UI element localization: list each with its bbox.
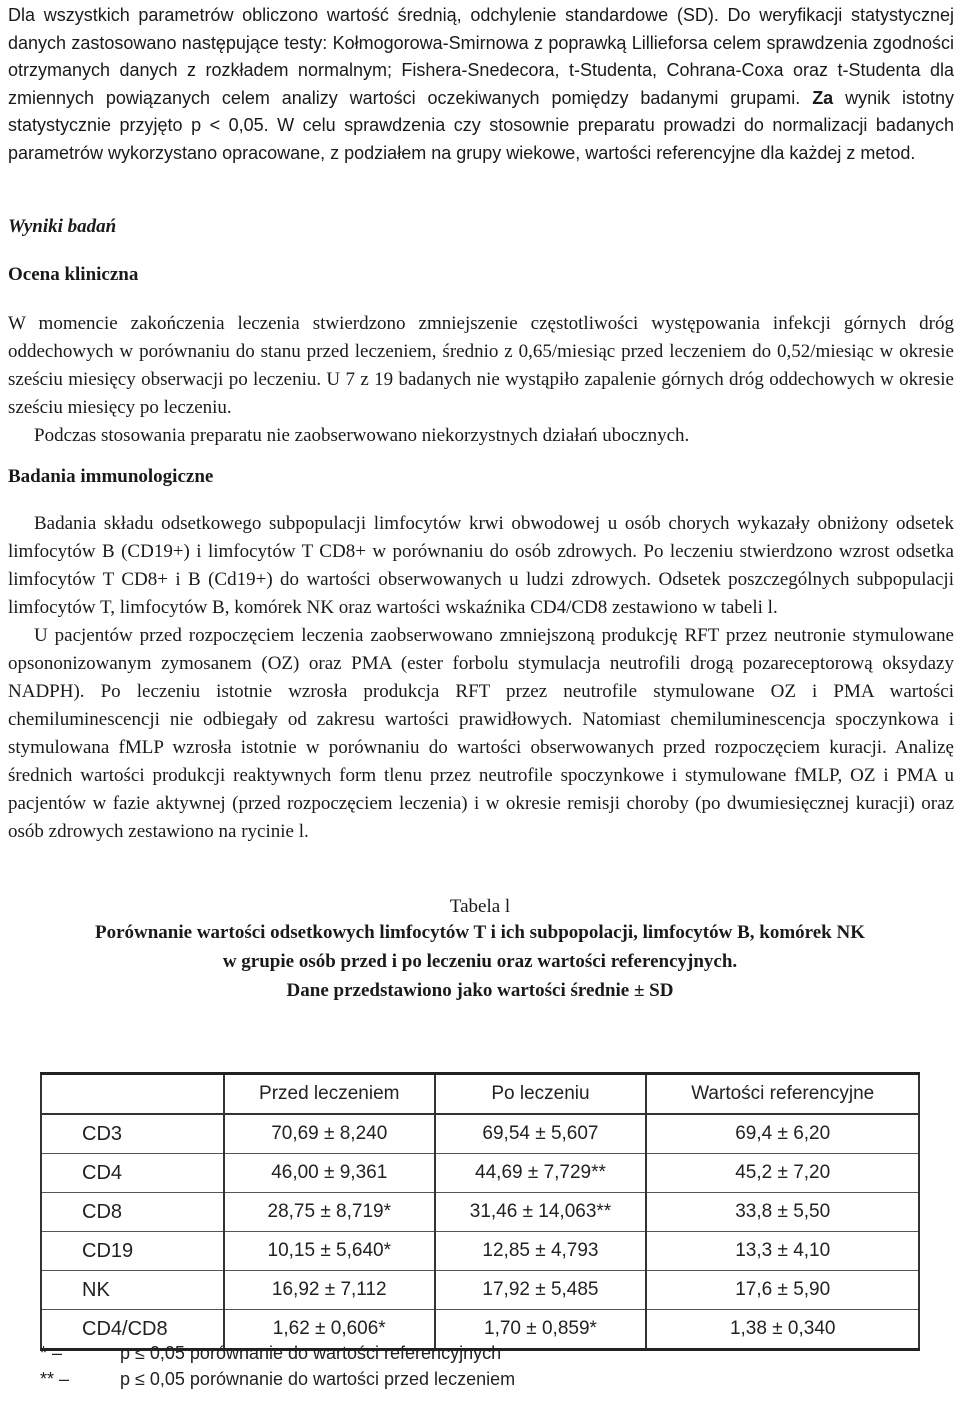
heading-immuno: Badania immunologiczne	[8, 466, 214, 487]
row-label: CD4	[41, 1154, 224, 1193]
table-cell: 1,70 ± 0,859*	[435, 1310, 647, 1350]
header-cell: Przed leczeniem	[224, 1074, 435, 1115]
clinical-paragraph-2: Podczas stosowania preparatu nie zaobserwowano niekorzystnych działań ubocznych.	[34, 425, 690, 446]
row-label: CD3	[41, 1114, 224, 1154]
table-row	[41, 1114, 919, 1154]
table-cell: 13,3 ± 4,10	[646, 1232, 919, 1271]
clinical-section	[8, 310, 954, 450]
table-cell: 33,8 ± 5,50	[646, 1193, 919, 1232]
table-cell: 28,75 ± 8,719*	[224, 1193, 435, 1232]
table-footnotes	[40, 1340, 515, 1392]
header-cell: Po leczeniu	[435, 1074, 647, 1115]
table-cell: 70,69 ± 8,240	[224, 1114, 435, 1154]
footnote	[40, 1340, 515, 1366]
table-cell: 31,46 ± 14,063**	[435, 1193, 647, 1232]
table-title-line-2: w grupie osób przed i po leczeniu oraz wartości referencyjnych.	[222, 951, 738, 972]
data-table	[40, 1072, 920, 1351]
lymphocyte-table	[40, 1072, 920, 1351]
table-header-row	[41, 1074, 919, 1115]
table-cell: 17,92 ± 5,485	[435, 1271, 647, 1310]
table-cell: 1,38 ± 0,340	[646, 1310, 919, 1350]
row-label: NK	[41, 1271, 224, 1310]
methods-za: Za	[812, 87, 834, 108]
footnote-mark: ** –	[40, 1369, 70, 1389]
table-cell: 44,69 ± 7,729**	[435, 1154, 647, 1193]
header-cell	[41, 1074, 224, 1115]
table-caption	[0, 896, 960, 1005]
table-cell: 17,6 ± 5,90	[646, 1271, 919, 1310]
immuno-paragraph-1: Badania składu odsetkowego subpopulacji limfocytów krwi obwodowej u osób chorych wykazały obniżony odsetek limfocytów B (CD19+) i limfocytów T CD8+ w porównaniu do osób zdrowych. Po leczeniu stwierdzono wzrost odsetka limfocytów T CD8+ i B (Cd19+) do wartości obserwowanych u ludzi zdrowych. Odsetek poszczególnych subpopulacji limfocytów T, limfocytów B, komórek NK oraz wartości wskaźnika CD4/CD8 zestawiono w tabeli l.	[8, 513, 954, 618]
row-label: CD4/CD8	[41, 1310, 224, 1350]
footnote-mark: * –	[40, 1343, 63, 1363]
row-label: CD19	[41, 1232, 224, 1271]
table-cell: 10,15 ± 5,640*	[224, 1232, 435, 1271]
table-label: Tabela l	[449, 896, 511, 917]
methods-text-2: wynik istotny statystycznie przyjęto p < 0,05. W celu sprawdzenia czy stosownie preparatu prowadzi do normalizacji badanych parametrów wykorzystano opracowane, z podziałem na grupy wiekowe, wartości referencyjne dla każdej z metod.	[8, 87, 954, 163]
table-row	[41, 1232, 919, 1271]
table-row	[41, 1154, 919, 1193]
methods-paragraph	[8, 2, 954, 167]
table-row	[41, 1193, 919, 1232]
heading-results: Wyniki badań	[8, 216, 117, 237]
table-cell: 46,00 ± 9,361	[224, 1154, 435, 1193]
table-title-line-1: Porównanie wartości odsetkowych limfocytów T i ich subpopolacji, limfocytów B, komórek NK	[94, 922, 866, 943]
table-cell: 16,92 ± 7,112	[224, 1271, 435, 1310]
table-cell: 69,4 ± 6,20	[646, 1114, 919, 1154]
footnote-text: p ≤ 0,05 porównanie do wartości referencyjnych	[120, 1343, 502, 1363]
table-cell: 12,85 ± 4,793	[435, 1232, 647, 1271]
footnote	[40, 1366, 515, 1392]
table-row	[41, 1271, 919, 1310]
table-cell: 45,2 ± 7,20	[646, 1154, 919, 1193]
immuno-paragraph-2: U pacjentów przed rozpoczęciem leczenia zaobserwowano zmniejszoną produkcję RFT przez neutronie stymulowane opsononizowanym zymosanem (OZ) oraz PMA (ester forbolu stymulacja neutrofili drogą pozareceptorową oksydazy NADPH). Po leczeniu istotnie wzrosła produkcja RFT przez neutrofile stymulowane OZ i PMA wartości chemiluminescencji nie odbiegały od zakresu wartości prawidłowych. Natomiast chemiluminescencja spoczynkowa i stymulowana fMLP wzrosła istotnie w porównaniu do wartości obserwowanych przed rozpoczęciem kuracji. Analizę średnich wartości produkcji reaktywnych form tlenu przez neutrofile spoczynkowe i stymulowane fMLP, OZ i PMA u pacjentów w fazie aktywnej (przed rozpoczęciem leczenia) i w okresie remisji choroby (po dwumiesięcznej kuracji) oraz osób zdrowych zestawiono na rycinie l.	[8, 625, 954, 842]
table-cell: 69,54 ± 5,607	[435, 1114, 647, 1154]
table-title-line-3: Dane przedstawiono jako wartości średnie ± SD	[286, 980, 674, 1001]
table-cell: 1,62 ± 0,606*	[224, 1310, 435, 1350]
immuno-section	[8, 510, 954, 846]
row-label: CD8	[41, 1193, 224, 1232]
methods-text-1: Dla wszystkich parametrów obliczono wartość średnią, odchylenie standardowe (SD). Do weryfikacji statystycznej danych zastosowano następujące testy: Kołmogorowa-Smirnowa z poprawką Lillieforsa celem sprawdzenia zgodności otrzymanych danych z rozkładem normalnym; Fishera-Snedecora, t-Studenta, Cohrana-Coxa oraz t-Studenta dla zmiennych powiązanych celem analizy wartości oczekiwanych pomiędzy badanymi grupami.	[8, 5, 954, 108]
header-cell: Wartości referencyjne	[646, 1074, 919, 1115]
heading-clinical: Ocena kliniczna	[8, 264, 139, 285]
footnote-text: p ≤ 0,05 porównanie do wartości przed leczeniem	[120, 1369, 516, 1389]
clinical-paragraph-1: W momencie zakończenia leczenia stwierdzono zmniejszenie częstotliwości występowania infekcji górnych dróg oddechowych w porównaniu do stanu przed leczeniem, średnio z 0,65/miesiąc przed leczeniem do 0,52/miesiąc w okresie sześciu miesięcy obserwacji po leczeniu. U 7 z 19 badanych nie wystąpiło zapalenie górnych dróg oddechowych w okresie sześciu miesięcy po leczeniu.	[8, 313, 954, 418]
